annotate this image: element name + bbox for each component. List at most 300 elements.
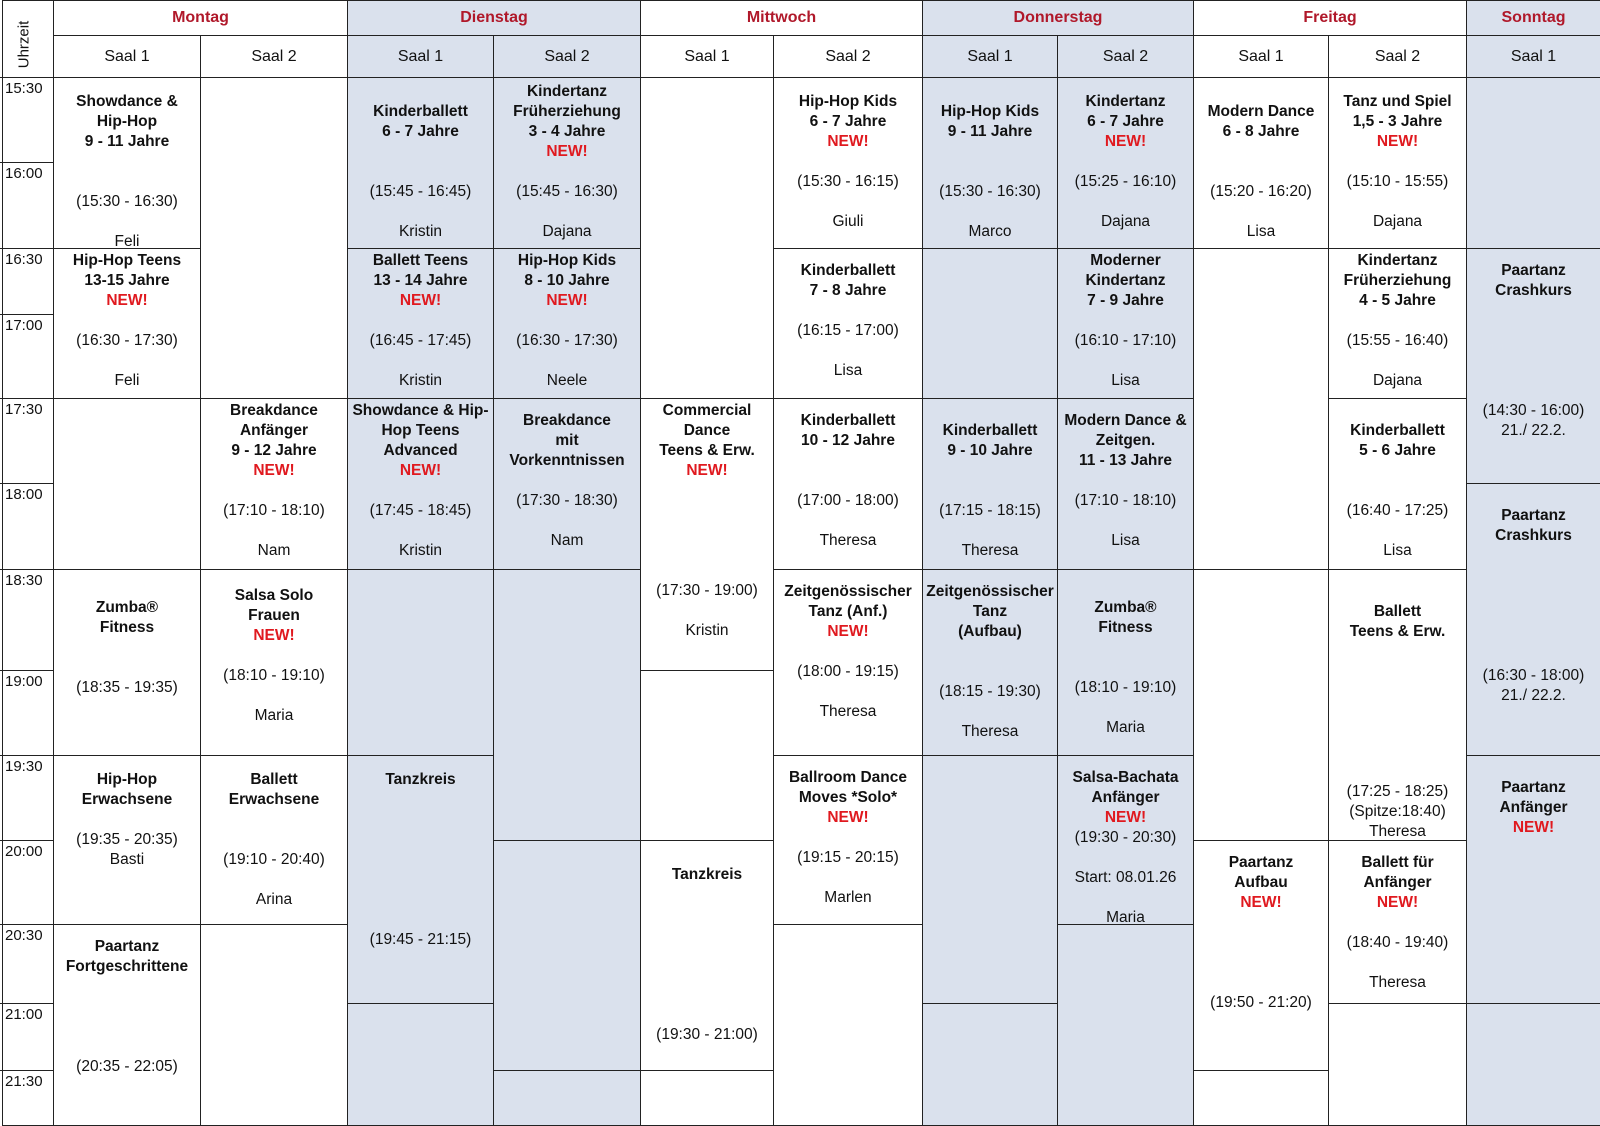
class-teacher: Maria [1106,719,1145,736]
spacer [54,351,200,371]
spacer [1194,202,1328,222]
class-title: Crashkurs [1495,527,1572,544]
class-teacher: Maria [254,707,294,724]
room-header: Saal 2 [1057,35,1194,78]
class-title: Anfänger [1091,789,1160,806]
class-time: (15:10 - 15:55) [1346,173,1449,190]
spacer [923,202,1057,222]
spacer [348,311,493,331]
spacer [54,1017,200,1037]
empty-slot [1466,1003,1600,1126]
class-content [54,570,200,698]
class-content [201,756,347,910]
class-title: Moderner [1090,252,1161,269]
day-header: Freitag [1193,0,1467,36]
spacer [1329,521,1466,541]
class-content [774,399,922,551]
class-content [494,78,640,242]
spacer [774,511,922,531]
class-title: Dance [683,422,731,439]
class-title: Tanzkreis [385,771,456,788]
spacer [1058,471,1193,491]
class-block [347,248,494,399]
time-label: 21:00 [5,1006,43,1023]
class-title: Teens & Erw. [1349,623,1446,640]
class-title: Aufbau [1234,874,1288,891]
empty-slot [773,924,923,1126]
class-title: Fitness [1098,619,1153,636]
time-divider [0,398,53,399]
new-badge: NEW! [399,462,442,479]
spacer [1467,546,1600,566]
class-content [641,399,773,641]
room-header: Saal 1 [53,35,201,78]
day-header: Sonntag [1466,0,1600,36]
class-content [348,399,493,561]
class-title: Ballroom Dance [788,769,907,786]
class-block [640,840,774,1071]
spacer [1058,698,1193,718]
spacer [923,142,1057,162]
class-time: (19:45 - 21:15) [369,931,472,948]
spacer [1058,848,1193,868]
spacer [641,601,773,621]
spacer [1467,341,1600,361]
class-time: (17:30 - 19:00) [656,582,758,599]
spacer [1329,481,1466,501]
class-block [1328,569,1467,841]
spacer [348,481,493,501]
class-teacher: 21./ 22.2. [1501,422,1566,439]
class-title: Zeitgenössischer [926,583,1054,600]
spacer [494,351,640,371]
spacer [641,561,773,581]
spacer [1329,913,1466,933]
class-time: (15:25 - 16:10) [1074,173,1177,190]
class-time: (16:30 - 17:30) [516,332,618,349]
time-label: 17:00 [5,317,43,334]
time-divider [0,248,53,249]
uhrzeit-text: Uhrzeit [15,20,33,68]
spacer [201,686,347,706]
class-content [774,570,922,722]
class-title: 7 - 8 Jahre [809,282,887,299]
class-time: (17:45 - 18:45) [369,502,472,519]
room-header: Saal 1 [1193,35,1329,78]
time-divider [0,755,53,756]
class-title: 6 - 7 Jahre [809,113,887,130]
class-content [1058,249,1193,391]
spacer [1467,566,1600,586]
room-header: Saal 1 [1466,35,1600,78]
class-time: (19:30 - 20:30) [1074,829,1177,846]
class-title: 9 - 11 Jahre [84,133,170,150]
class-title: Kindertanz [1085,93,1166,110]
class-content [1194,841,1328,1013]
spacer [348,521,493,541]
class-title: Teens & Erw. [659,442,755,459]
class-note: Start: 08.01.26 [1074,869,1177,886]
spacer [641,521,773,541]
spacer [1467,606,1600,626]
class-title: Modern Dance [1207,103,1315,120]
class-block [1466,483,1600,756]
class-block [773,755,923,925]
class-title: 13-15 Jahre [84,272,170,289]
uhrzeit-label [12,14,36,74]
class-title: Vorkenntnissen [509,452,625,469]
class-title: 9 - 12 Jahre [231,442,317,459]
class-block [53,248,201,399]
class-title: Paartanz [1228,854,1294,871]
class-block [493,248,641,399]
empty-slot [640,670,774,841]
class-time: (16:45 - 17:45) [369,332,472,349]
class-block [1328,248,1467,399]
class-time: (15:30 - 16:15) [797,173,899,190]
day-header: Montag [53,0,348,36]
class-title: Kinderballett [1350,422,1445,439]
spacer [1194,933,1328,953]
spacer [348,850,493,870]
class-content [774,78,922,232]
class-teacher: Arina [255,891,293,908]
class-title: Ballett für [1361,854,1434,871]
day-header: Mittwoch [640,0,923,36]
class-content [1058,570,1193,738]
class-teacher: Theresa [1369,823,1426,840]
class-content [494,399,640,551]
new-badge: NEW! [106,292,148,309]
class-title: Ballett [250,771,298,788]
class-title: Anfänger [1363,874,1432,891]
empty-slot [493,1070,641,1126]
empty-slot [1193,248,1329,570]
empty-slot [1193,1070,1329,1126]
class-title: Salsa Solo [234,587,314,604]
class-block [1466,755,1600,1004]
class-time: (18:10 - 19:10) [1074,679,1177,696]
class-block [347,755,494,1004]
spacer [348,351,493,371]
new-badge: NEW! [1104,809,1147,826]
day-header: Donnerstag [922,0,1194,36]
time-label: 17:30 [5,401,43,418]
class-time: (20:35 - 22:05) [76,1058,178,1075]
class-title: 13 - 14 Jahre [373,272,468,289]
spacer [348,142,493,162]
new-badge: NEW! [1104,133,1147,150]
class-title: Tanz und Spiel [1343,93,1452,110]
spacer [1058,311,1193,331]
class-teacher: Kristin [398,223,443,240]
class-title: Breakdance [523,412,611,429]
class-teacher: Lisa [1383,542,1412,559]
new-badge: NEW! [546,143,588,160]
class-content [923,570,1057,742]
new-badge: NEW! [546,292,588,309]
class-block [347,398,494,570]
spacer [923,481,1057,501]
class-title: Crashkurs [1495,282,1572,299]
class-title: Hip-Hop Kids [798,93,898,110]
class-title: Ballett Teens [372,252,469,269]
class-title: 5 - 6 Jahre [1359,442,1436,459]
class-block [200,398,348,570]
class-title: Showdance & Hip- [352,402,489,419]
empty-slot [1193,569,1329,841]
class-title: Kindertanz [1357,252,1438,269]
spacer [774,301,922,321]
class-title: Kinderballett [942,422,1038,439]
class-content [923,78,1057,242]
new-badge: NEW! [1240,894,1282,911]
class-title: 6 - 7 Jahre [382,123,459,140]
class-content [1329,249,1466,391]
class-content [774,249,922,381]
new-badge: NEW! [253,462,295,479]
class-teacher: Marco [968,223,1012,240]
class-time: (19:15 - 20:15) [797,849,899,866]
room-header: Saal 2 [200,35,348,78]
class-teacher: 21./ 22.2. [1501,687,1566,704]
spacer [1329,311,1466,331]
class-title: Anfänger [1499,799,1568,816]
spacer [1329,192,1466,212]
room-header: Saal 1 [640,35,774,78]
time-divider [0,670,53,671]
class-block [1328,77,1467,249]
room-header: Saal 1 [922,35,1058,78]
class-time: (18:40 - 19:40) [1346,934,1449,951]
spacer [348,890,493,910]
spacer [348,202,493,222]
spacer [1329,702,1466,722]
spacer [1194,162,1328,182]
spacer [348,910,493,930]
class-title: Tanzkreis [671,866,743,883]
spacer [1194,953,1328,973]
spacer [774,642,922,662]
spacer [201,810,347,830]
spacer [54,172,200,192]
spacer [641,1005,773,1025]
spacer [641,965,773,985]
class-title: Tanz [972,603,1008,620]
class-teacher: Nam [550,532,584,549]
spacer [201,870,347,890]
class-teacher: Lisa [1111,532,1140,549]
spacer [923,702,1057,722]
class-content [1467,756,1600,838]
spacer [494,311,640,331]
spacer [641,501,773,521]
class-time: (16:30 - 18:00) [1482,667,1585,684]
spacer [54,152,200,172]
class-time: (19:10 - 20:40) [223,851,325,868]
class-time: (19:35 - 20:35) [76,831,178,848]
class-title: Advanced [383,442,458,459]
time-divider [0,569,53,570]
empty-slot [200,924,348,1126]
class-time: (17:10 - 18:10) [223,502,325,519]
empty-slot [640,77,774,399]
class-teacher: Dajana [1372,372,1423,389]
new-badge: NEW! [827,623,869,640]
class-teacher: Feli [114,233,140,249]
time-label: 18:00 [5,486,43,503]
class-content [1194,78,1328,242]
spacer [348,162,493,182]
class-title: Frauen [248,607,300,624]
spacer [923,662,1057,682]
class-block [1328,840,1467,1004]
class-title: Modern Dance & [1064,412,1187,429]
empty-slot [347,569,494,756]
class-block [200,569,348,756]
spacer [54,810,200,830]
spacer [1194,913,1328,933]
class-title: 6 - 7 Jahre [1087,113,1164,130]
class-content [54,78,200,249]
class-title: Salsa-Bachata [1072,769,1179,786]
class-content [1329,841,1466,993]
time-header-divider [0,77,53,78]
class-content [348,78,493,242]
spacer [1467,626,1600,646]
class-block [1057,569,1194,756]
empty-slot [640,1070,774,1126]
class-content [54,756,200,870]
class-block [773,248,923,399]
class-block [53,755,201,925]
time-label: 20:00 [5,843,43,860]
class-title: 9 - 10 Jahre [947,442,1033,459]
spacer [774,152,922,172]
spacer [774,192,922,212]
spacer [774,682,922,702]
class-teacher: Maria [1106,909,1145,925]
spacer [641,945,773,965]
spacer [494,511,640,531]
empty-slot [922,248,1058,399]
time-label: 20:30 [5,927,43,944]
class-title: Commercial [662,402,752,419]
spacer [54,997,200,1017]
class-teacher: Dajana [542,223,592,240]
spacer [494,202,640,222]
class-content [201,570,347,726]
new-badge: NEW! [827,133,869,150]
class-teacher: Nam [257,542,291,559]
class-block [773,569,923,756]
class-content [923,399,1057,561]
class-block [493,398,641,570]
time-label: 19:00 [5,673,43,690]
spacer [1329,722,1466,742]
class-title: Zumba® [95,599,159,616]
spacer [923,521,1057,541]
class-title: Erwachsene [81,791,173,808]
spacer [774,828,922,848]
class-block [53,924,201,1126]
spacer [774,451,922,471]
room-header: Saal 1 [347,35,494,78]
spacer [1329,953,1466,973]
time-label: 16:30 [5,251,43,268]
spacer [1329,662,1466,682]
class-time: (15:30 - 16:30) [939,183,1041,200]
spacer [1329,642,1466,662]
class-block [347,77,494,249]
time-label: 19:30 [5,758,43,775]
class-title: Hip-Hop Kids [940,103,1040,120]
class-block [1057,248,1194,399]
spacer [201,646,347,666]
class-title: Hop Teens [381,422,460,439]
spacer [1058,658,1193,678]
class-title: Anfänger [239,422,309,439]
class-title: 11 - 13 Jahre [1078,452,1173,469]
class-title: Zumba® [1094,599,1157,616]
class-time: (16:15 - 17:00) [797,322,899,339]
class-block [1057,398,1194,570]
time-divider [0,483,53,484]
spacer [348,790,493,810]
class-teacher: Feli [114,372,140,389]
new-badge: NEW! [1376,133,1419,150]
class-block [922,569,1058,756]
spacer [774,471,922,491]
class-time: (16:10 - 17:10) [1074,332,1177,349]
class-time: (18:00 - 19:15) [797,663,899,680]
class-time: (17:00 - 18:00) [797,492,899,509]
class-content [54,925,200,1077]
spacer [1467,381,1600,401]
class-block [922,77,1058,249]
class-content [1058,756,1193,925]
room-header: Saal 2 [1328,35,1467,78]
spacer [54,1037,200,1057]
spacer [774,868,922,888]
class-content [201,399,347,561]
class-title: Hip-Hop [96,113,158,130]
class-teacher: Neele [546,372,588,389]
class-title: 4 - 5 Jahre [1359,292,1436,309]
spacer [774,341,922,361]
spacer [54,658,200,678]
class-title: 1,5 - 3 Jahre [1352,113,1443,130]
spacer [1058,152,1193,172]
class-title: Kinderballett [373,103,468,120]
spacer [1058,638,1193,658]
spacer [923,642,1057,662]
class-title: Kinderballett [800,412,896,429]
class-teacher: Theresa [961,723,1019,740]
class-time: (15:45 - 16:45) [369,183,472,200]
empty-slot [1466,77,1600,249]
spacer [1058,511,1193,531]
spacer [201,521,347,541]
new-badge: NEW! [1512,819,1555,836]
spacer [348,870,493,890]
class-teacher: Giuli [832,213,864,230]
time-label: 21:30 [5,1073,43,1090]
class-title: Hip-Hop [96,771,158,788]
class-content [1467,249,1600,441]
class-title: Paartanz [1501,262,1566,279]
spacer [1467,361,1600,381]
